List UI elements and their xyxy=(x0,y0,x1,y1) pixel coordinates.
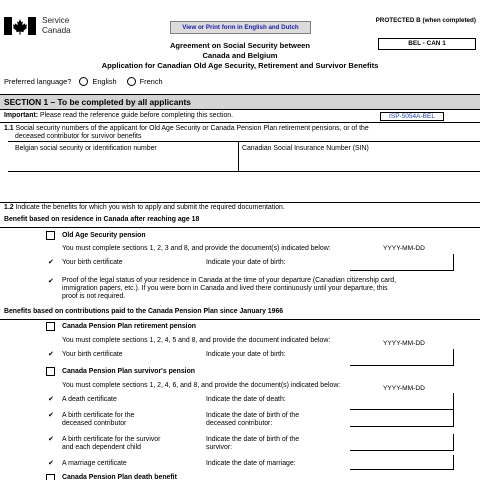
divider xyxy=(0,227,480,228)
english-radio-label: English xyxy=(92,77,117,86)
cpp-survivor-label: Canada Pension Plan survivor's pension xyxy=(62,368,195,375)
contributor-birth-date-label-line-2: deceased contributor: xyxy=(206,420,273,427)
section-1-heading: SECTION 1 – To be completed by all applicants xyxy=(0,94,480,110)
protected-b-label: PROTECTED B (when completed) xyxy=(375,17,476,24)
french-radio-label: French xyxy=(139,77,163,86)
residence-benefit-heading: Benefit based on residence in Canada after reaching age 18 xyxy=(4,216,200,223)
cpp-retirement-label: Canada Pension Plan retirement pension xyxy=(62,323,197,330)
cpp-benefits-heading: Benefits based on contributions paid to the Canada Pension Plan since January 1966 xyxy=(4,308,284,315)
cpp-retirement-birth-date-label: Indicate your date of birth: xyxy=(206,351,286,358)
date-of-marriage-input[interactable] xyxy=(350,455,454,470)
oas-proof-line-1: Proof of the legal status of your residence in Canada at the time of your departure (Canadian citizenship card, xyxy=(62,277,397,284)
divider xyxy=(0,122,480,123)
check-icon: ✔ xyxy=(48,460,54,467)
question-1-1-text-line-1: Social security numbers of the applicant for Old Age Security or Canada Pension Plan retirement pensions, or of the xyxy=(15,125,369,132)
divider xyxy=(8,171,480,172)
english-radio[interactable] xyxy=(79,77,88,86)
important-note xyxy=(4,112,233,119)
check-icon: ✔ xyxy=(48,412,54,419)
survivor-birth-date-label-line-1: Indicate the date of birth of the xyxy=(206,436,300,443)
brand-line-1: Service xyxy=(42,16,70,25)
cpp-retirement-birth-certificate: Your birth certificate xyxy=(62,351,123,358)
sin-label: Canadian Social Insurance Number (SIN) xyxy=(242,145,369,152)
check-icon: ✔ xyxy=(48,278,54,285)
belgian-number-input[interactable] xyxy=(10,154,236,170)
survivor-birth-cert-line-2: and each dependent child xyxy=(62,444,141,451)
cpp-death-benefit-label: Canada Pension Plan death benefit xyxy=(62,474,177,480)
cpp-survivor-instruction: You must complete sections 1, 2, 4, 6, and 8, and provide the document(s) indicated below: xyxy=(62,382,341,389)
check-icon: ✔ xyxy=(48,259,54,266)
date-format-label: YYYY-MM-DD xyxy=(383,245,425,252)
check-icon: ✔ xyxy=(48,351,54,358)
form-code-box: BEL - CAN 1 xyxy=(378,38,476,50)
oas-birth-date-input[interactable] xyxy=(350,254,454,271)
survivor-birth-date-label-line-2: survivor: xyxy=(206,444,233,451)
date-of-marriage-label: Indicate the date of marriage: xyxy=(206,460,296,467)
title-line-1: Agreement on Social Security between xyxy=(169,41,311,50)
check-icon: ✔ xyxy=(48,396,54,403)
oas-instruction: You must complete sections 1, 2, 3 and 8, and provide the document(s) indicated below: xyxy=(62,245,331,252)
oas-birth-date-label: Indicate your date of birth: xyxy=(206,259,286,266)
survivor-birth-date-input[interactable] xyxy=(350,434,454,451)
title-line-2: Canada and Belgium xyxy=(202,51,278,60)
field-divider xyxy=(238,141,239,171)
oas-checkbox[interactable] xyxy=(46,231,55,240)
view-print-english-dutch-button[interactable]: View or Print form in English and Dutch xyxy=(170,21,311,34)
divider xyxy=(8,141,480,142)
question-1-1-number: 1.1 xyxy=(4,125,14,132)
divider xyxy=(0,202,480,203)
oas-label: Old Age Security pension xyxy=(62,232,146,239)
contributor-birth-date-input[interactable] xyxy=(350,410,454,427)
cpp-survivor-checkbox[interactable] xyxy=(46,367,55,376)
divider xyxy=(0,319,480,320)
question-1-2-number: 1.2 xyxy=(4,204,14,211)
title-line-3: Application for Canadian Old Age Security, Retirement and Survivor Benefits xyxy=(101,61,379,70)
belgian-number-label: Belgian social security or identification number xyxy=(15,145,157,152)
date-of-death-input[interactable] xyxy=(350,393,454,410)
question-1-2-text: Indicate the benefits for which you wish to apply and submit the required documentation. xyxy=(15,204,285,211)
survivor-birth-cert-line-1: A birth certificate for the survivor xyxy=(62,436,161,443)
brand-line-2: Canada xyxy=(42,25,71,35)
reference-guide-link[interactable]: ISP-5054A-BEL xyxy=(380,112,444,121)
important-text: Please read the reference guide before completing this section. xyxy=(40,112,234,119)
cpp-retirement-instruction: You must complete sections 1, 2, 4, 5 and 8, and provide the document indicated below: xyxy=(62,337,331,344)
french-radio[interactable] xyxy=(127,77,136,86)
marriage-certificate: A marriage certificate xyxy=(62,460,127,467)
cpp-death-benefit-checkbox[interactable] xyxy=(46,474,55,480)
canada-flag-icon xyxy=(4,17,36,35)
oas-birth-certificate: Your birth certificate xyxy=(62,259,123,266)
sin-input[interactable] xyxy=(240,154,476,170)
date-of-death-label: Indicate the date of death: xyxy=(206,396,286,403)
check-icon: ✔ xyxy=(48,436,54,443)
death-certificate: A death certificate xyxy=(62,396,117,403)
contributor-birth-date-label-line-1: Indicate the date of birth of the xyxy=(206,412,300,419)
date-format-label: YYYY-MM-DD xyxy=(383,385,425,392)
contributor-birth-cert-line-1: A birth certificate for the xyxy=(62,412,135,419)
date-format-label: YYYY-MM-DD xyxy=(383,340,425,347)
cpp-retirement-birth-date-input[interactable] xyxy=(350,349,454,366)
service-canada-wordmark xyxy=(42,16,71,35)
contributor-birth-cert-line-2: deceased contributor xyxy=(62,420,127,427)
oas-proof-line-2: immigration papers, etc.). If you were born in Canada and lived there continuously until your departure, this xyxy=(62,285,388,292)
preferred-language-row xyxy=(4,77,163,86)
question-1-1 xyxy=(4,125,369,132)
preferred-language-label: Preferred language? xyxy=(4,77,72,86)
important-label: Important: xyxy=(4,112,39,119)
question-1-2 xyxy=(4,204,285,211)
cpp-retirement-checkbox[interactable] xyxy=(46,322,55,331)
oas-proof-line-3: proof is not required. xyxy=(62,293,126,300)
question-1-1-text-line-2: deceased contributor for survivor benefits xyxy=(15,133,142,140)
